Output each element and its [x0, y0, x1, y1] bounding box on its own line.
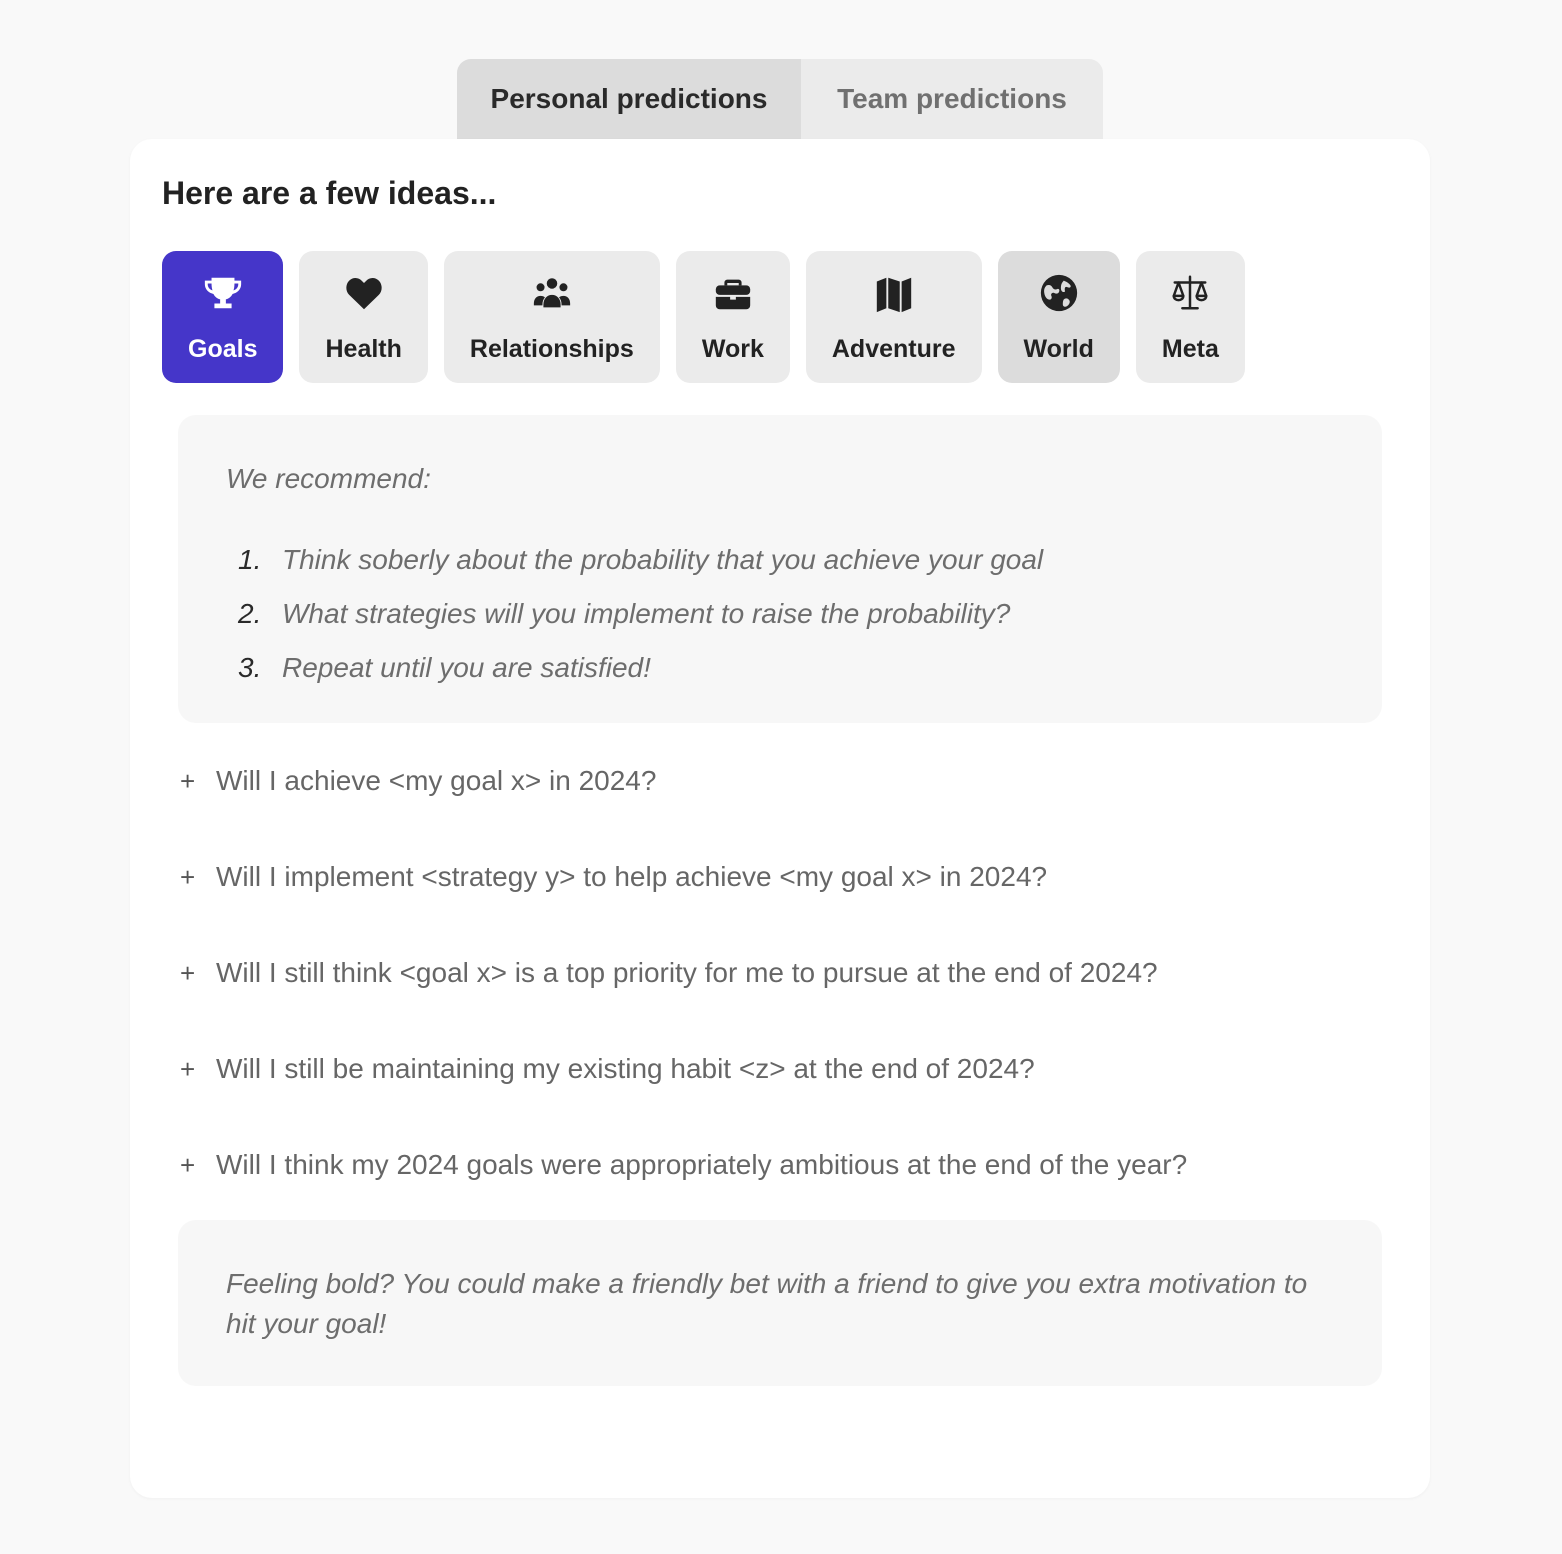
question-item[interactable]: [178, 1021, 1382, 1117]
list-item: [226, 587, 1334, 641]
ideas-card: [130, 139, 1430, 1498]
category-work[interactable]: [676, 251, 790, 383]
category-label: Health: [325, 335, 402, 363]
question-text: Will I implement <strategy y> to help achieve <my goal x> in 2024?: [216, 861, 1048, 892]
question-list: [178, 733, 1382, 1213]
recommend-steps: [226, 533, 1334, 695]
category-label: Work: [701, 335, 764, 363]
plus-icon: +: [180, 957, 196, 988]
category-goals[interactable]: [162, 251, 283, 383]
trophy-icon: [201, 271, 245, 315]
question-text: Will I achieve <my goal x> in 2024?: [216, 765, 657, 796]
recommendation-box: [178, 415, 1382, 723]
map-icon: [872, 271, 916, 315]
question-text: Will I think my 2024 goals were appropriately ambitious at the end of the year?: [216, 1149, 1188, 1180]
tab-team-predictions[interactable]: Team predictions: [801, 59, 1103, 139]
bold-tip-box: Feeling bold? You could make a friendly bet with a friend to give you extra motivation to hit your goal!: [178, 1220, 1382, 1386]
plus-icon: +: [180, 1053, 196, 1084]
category-label: Adventure: [831, 335, 956, 363]
ideas-heading: Here are a few ideas...: [162, 175, 497, 211]
question-item[interactable]: [178, 733, 1382, 829]
question-item[interactable]: [178, 925, 1382, 1021]
tab-personal-predictions[interactable]: Personal predictions: [457, 59, 801, 139]
category-world[interactable]: [998, 251, 1120, 383]
step-text: What strategies will you implement to raise the probability?: [282, 598, 1011, 629]
question-text: Will I still be maintaining my existing habit <z> at the end of 2024?: [216, 1053, 1035, 1084]
category-label: Relationships: [469, 335, 634, 363]
step-text: Repeat until you are satisfied!: [282, 652, 651, 683]
question-item[interactable]: [178, 1117, 1382, 1213]
briefcase-icon: [711, 271, 755, 315]
heart-icon: [342, 271, 386, 315]
list-item: [226, 533, 1334, 587]
step-number: 2.: [238, 598, 262, 629]
plus-icon: +: [180, 765, 196, 796]
category-label: World: [1023, 335, 1094, 363]
question-text: Will I still think <goal x> is a top priority for me to pursue at the end of 2024?: [216, 957, 1158, 988]
category-label: Meta: [1161, 335, 1219, 363]
category-selector: [162, 251, 1245, 383]
question-item[interactable]: [178, 829, 1382, 925]
prediction-tabs: [457, 59, 1103, 139]
recommend-intro: We recommend:: [226, 463, 431, 494]
category-adventure[interactable]: [806, 251, 982, 383]
people-group-icon: [530, 271, 574, 315]
step-text: Think soberly about the probability that you achieve your goal: [282, 544, 1044, 575]
scales-icon: [1168, 271, 1212, 315]
globe-icon: [1037, 271, 1081, 315]
list-item: [226, 641, 1334, 695]
plus-icon: +: [180, 861, 196, 892]
category-meta[interactable]: [1136, 251, 1245, 383]
step-number: 1.: [238, 544, 262, 575]
plus-icon: +: [180, 1149, 196, 1180]
step-number: 3.: [238, 652, 262, 683]
category-relationships[interactable]: [444, 251, 660, 383]
category-label: Goals: [188, 335, 258, 363]
category-health[interactable]: [299, 251, 427, 383]
